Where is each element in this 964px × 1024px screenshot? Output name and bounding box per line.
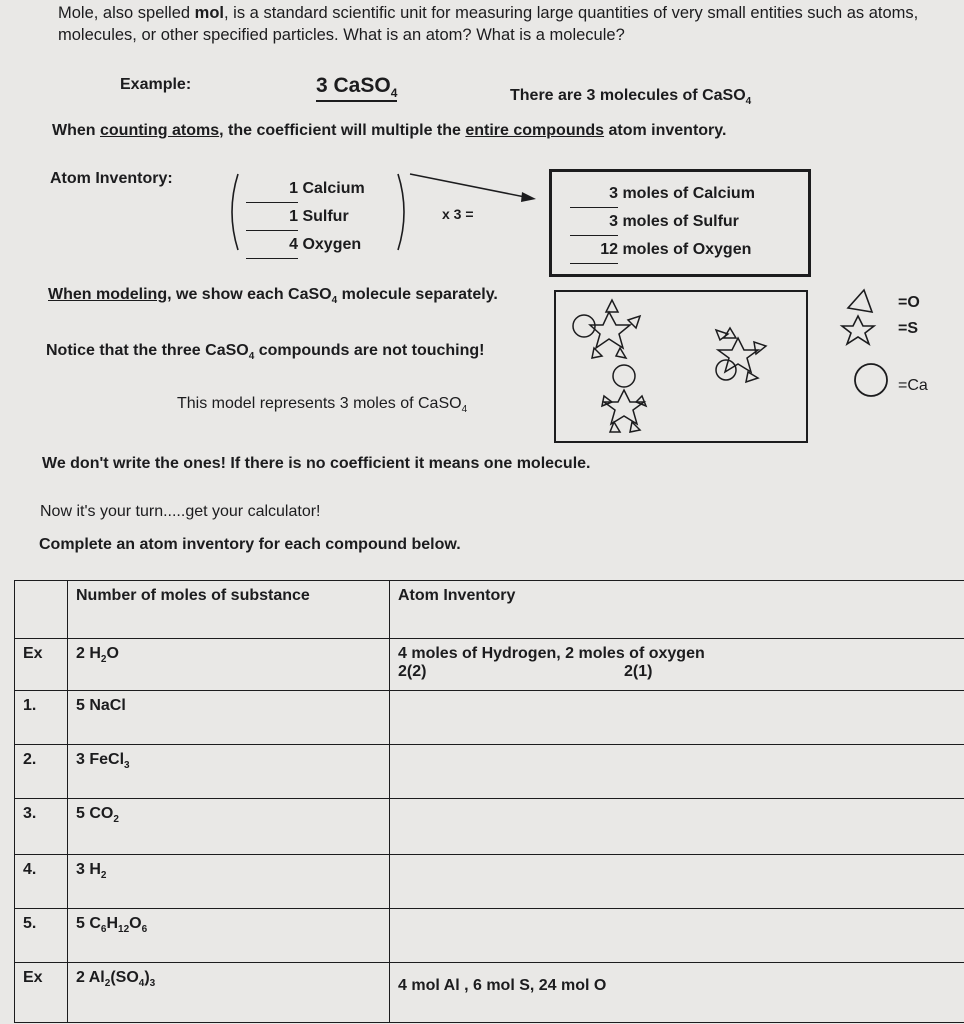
substance-cell: 5 $C_6H_{12}O_6$ xyxy=(68,909,390,963)
turn-line-2: Complete an atom inventory for each compound below. xyxy=(39,536,461,553)
not-touching-note: Notice that the three CaSO$_4$ compounds are not touching! xyxy=(46,342,485,363)
atom-inventory-table xyxy=(14,580,964,1023)
table-row: 3. 5 $CO_2$ xyxy=(15,799,964,855)
inventory-item: 4 Oxygen xyxy=(246,231,365,259)
inventory-cell[interactable]: 4 moles of Hydrogen, 2 moles of oxygen 2(2) 2(1) xyxy=(390,639,964,691)
header-num xyxy=(15,581,68,639)
multiplier: x 3 = xyxy=(442,206,474,222)
table-row: 4. 3 $H_2$ xyxy=(15,855,964,909)
table-row: 2. 3 FeCl$_3$ xyxy=(15,745,964,799)
result-item: 3 moles of Sulfur xyxy=(570,208,755,236)
table-header-row xyxy=(15,581,964,639)
modeling-rule: When modeling, we show each CaSO$_4$ molecule separately. xyxy=(48,286,498,307)
substance-cell: 2 $Al_2(SO_4)_3$ xyxy=(68,963,390,1023)
inventory-item: 1 Sulfur xyxy=(246,203,365,231)
star-icon xyxy=(836,314,886,348)
example-note: There are 3 molecules of CaSO$_4$ xyxy=(510,87,752,108)
ones-note: We don't write the ones! If there is no coefficient it means one molecule. xyxy=(42,455,591,472)
header-inventory: Atom Inventory xyxy=(390,581,964,639)
legend-calcium: =Ca xyxy=(898,377,928,394)
inventory-cell[interactable] xyxy=(390,799,964,855)
intro-paragraph: Mole, also spelled mol, is a standard scientific unit for measuring large quantities of very small entities such as atoms, molecules, or other specified particles. What is an atom? What is a molecule? xyxy=(58,4,919,44)
result-item: 3 moles of Calcium xyxy=(570,180,755,208)
molecule-drawings xyxy=(554,290,808,443)
table-row: 5. 5 $C_6H_{12}O_6$ xyxy=(15,909,964,963)
result-item: 12 moles of Oxygen xyxy=(570,236,755,264)
inventory-cell[interactable]: 4 mol Al , 6 mol S, 24 mol O xyxy=(390,963,964,1023)
circle-icon xyxy=(852,360,894,402)
inventory-cell[interactable] xyxy=(390,909,964,963)
inventory-results xyxy=(570,180,755,264)
inventory-cell[interactable] xyxy=(390,855,964,909)
substance-cell: 3 FeCl$_3$ xyxy=(68,745,390,799)
arrow-icon xyxy=(408,172,548,202)
turn-line-1: Now it's your turn.....get your calculator! xyxy=(40,503,321,520)
molecule-1-icon xyxy=(573,300,640,358)
table-row: Ex 2 $Al_2(SO_4)_3$ 4 mol Al , 6 mol S, 24 mol O xyxy=(15,963,964,1023)
example-label: Example: xyxy=(120,76,192,93)
substance-cell: 2 $H_2O$ xyxy=(68,639,390,691)
atom-inventory-label: Atom Inventory: xyxy=(50,170,173,187)
counting-rule: When counting atoms, the coefficient will multiple the entire compounds atom inventory. xyxy=(52,122,727,139)
inventory-item: 1 Calcium xyxy=(246,175,365,203)
inventory-cell[interactable] xyxy=(390,745,964,799)
inventory-list xyxy=(246,175,365,259)
legend-sulfur: =S xyxy=(898,320,919,337)
substance-cell: 5 $CO_2$ xyxy=(68,799,390,855)
header-substance: Number of moles of substance xyxy=(68,581,390,639)
substance-cell: 5 NaCl xyxy=(68,691,390,745)
table-row: 1. 5 NaCl xyxy=(15,691,964,745)
inventory-cell[interactable] xyxy=(390,691,964,745)
left-parenthesis-icon xyxy=(224,172,240,252)
model-caption: This model represents 3 moles of CaSO$_4$ xyxy=(177,395,468,416)
substance-cell: 3 $H_2$ xyxy=(68,855,390,909)
molecule-3-icon xyxy=(716,328,766,382)
legend-oxygen: =O xyxy=(898,294,920,311)
example-formula: 3 CaSO$_4$ xyxy=(316,74,398,101)
molecule-2-icon xyxy=(602,365,646,432)
table-row: Ex 2 $H_2O$ 4 moles of Hydrogen, 2 moles of oxygen 2(2) 2(1) xyxy=(15,639,964,691)
